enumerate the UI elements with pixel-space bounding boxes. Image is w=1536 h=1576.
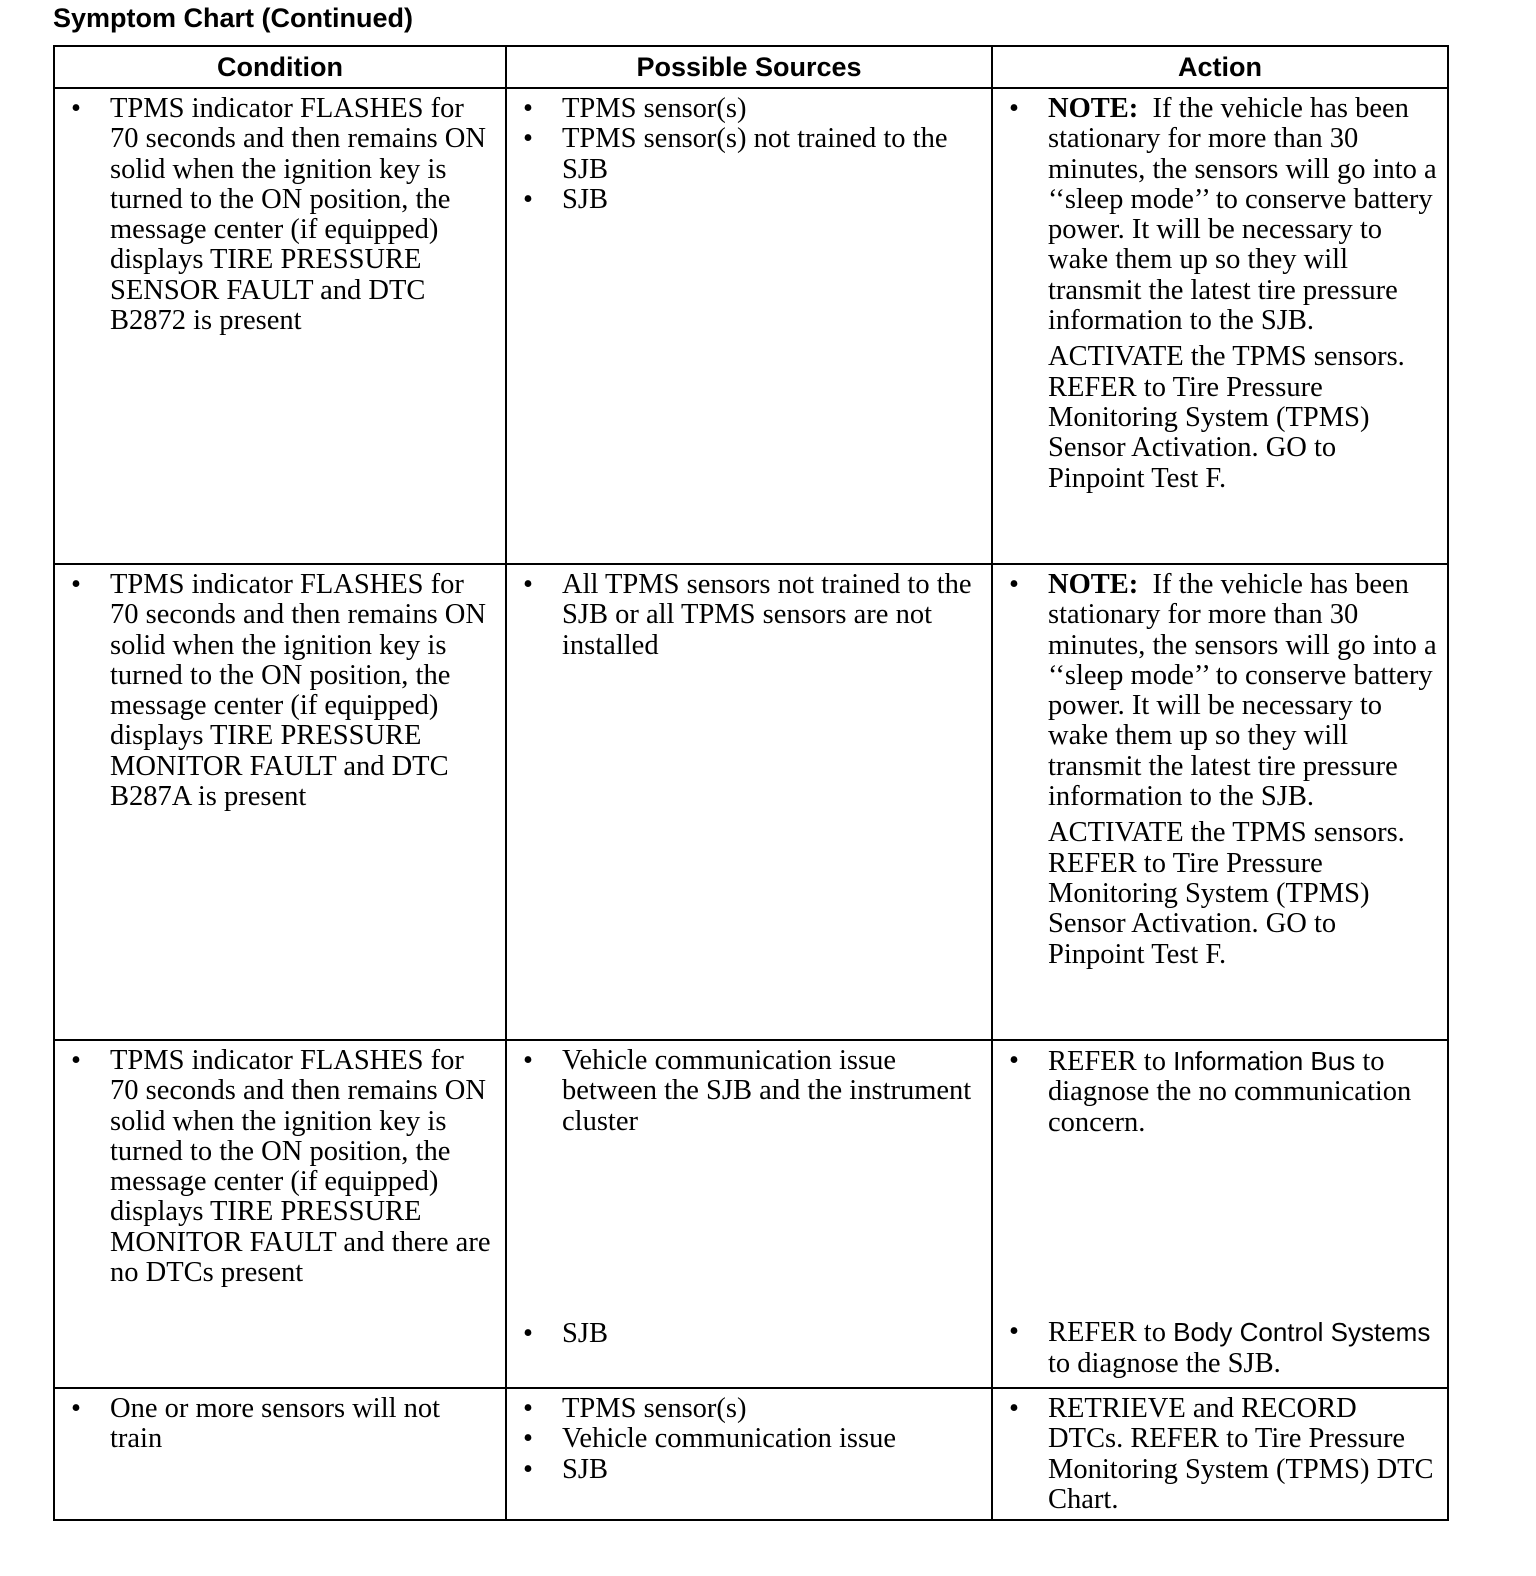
action-continuation: ACTIVATE the TPMS sensors. REFER to Tire Pressure Monitoring System (TPMS) Sensor Activation. GO to Pinpoint Test F.	[1048, 341, 1405, 494]
sources-cell	[506, 564, 992, 1040]
source-item: • TPMS sensor(s)	[562, 94, 983, 124]
action-item	[1048, 1317, 1439, 1379]
source-item: • SJB	[562, 185, 983, 215]
condition-text: • TPMS indicator FLASHES for 70 seconds and then remains ON solid when the ignition key is turned to the ON position, the message center (if equipped) displays TIRE PRESSURE MONITOR FAULT and DTC B287A is present	[110, 570, 497, 812]
source-item: • TPMS sensor(s)	[562, 1394, 983, 1424]
action-item: • RETRIEVE and RECORD DTCs. REFER to Tire Pressure Monitoring System (TPMS) DTC Chart.	[1048, 1394, 1439, 1515]
header-action: Action	[992, 46, 1448, 88]
sources-cell	[506, 1388, 992, 1520]
condition-cell	[54, 1388, 506, 1520]
condition-cell	[54, 88, 506, 564]
action-text: to diagnose the no communication concern.	[1048, 1046, 1412, 1138]
action-item	[1048, 1046, 1439, 1138]
header-row	[54, 46, 1448, 88]
sources-cell	[506, 88, 992, 564]
reference-link[interactable]: Information Bus	[1173, 1046, 1356, 1076]
header-possible-sources: Possible Sources	[506, 46, 992, 88]
action-cell	[992, 1040, 1448, 1388]
source-item: • TPMS sensor(s) not trained to the SJB	[562, 124, 983, 185]
note-text: If the vehicle has been stationary for more than 30 minutes, the sensors will go into a ‘‘sleep mode’’ to conserve battery power. It will be necessary to wake them up so they will transmit the latest tire pressure information to the SJB.	[1048, 569, 1437, 813]
table-row	[54, 1040, 1448, 1388]
source-item: • All TPMS sensors not trained to the SJB or all TPMS sensors are not installed	[562, 570, 983, 661]
note-label: NOTE:	[1048, 569, 1139, 600]
page-title: Symptom Chart (Continued)	[53, 3, 413, 33]
condition-text: • One or more sensors will not train	[110, 1394, 497, 1455]
action-note	[1048, 570, 1439, 812]
condition-text: • TPMS indicator FLASHES for 70 seconds and then remains ON solid when the ignition key is turned to the ON position, the message center (if equipped) displays TIRE PRESSURE SENSOR FAULT and DTC B2872 is present	[110, 94, 497, 336]
note-text: If the vehicle has been stationary for more than 30 minutes, the sensors will go into a ‘‘sleep mode’’ to conserve battery power. It will be necessary to wake them up so they will transmit the latest tire pressure information to the SJB.	[1048, 93, 1437, 337]
note-label: NOTE:	[1048, 93, 1139, 124]
action-cell	[992, 564, 1448, 1040]
source-item: • Vehicle communication issue between the SJB and the instrument cluster	[562, 1046, 983, 1137]
condition-cell	[54, 564, 506, 1040]
condition-cell	[54, 1040, 506, 1388]
action-text: REFER to	[1048, 1317, 1166, 1349]
symptom-chart-table	[53, 45, 1449, 1521]
action-text: to diagnose the SJB.	[1048, 1347, 1281, 1379]
condition-text: • TPMS indicator FLASHES for 70 seconds and then remains ON solid when the ignition key is turned to the ON position, the message center (if equipped) displays TIRE PRESSURE MONITOR FAULT and there are no DTCs present	[110, 1046, 497, 1288]
action-cell	[992, 1388, 1448, 1520]
source-item: • Vehicle communication issue	[562, 1424, 983, 1454]
action-note	[1048, 94, 1439, 336]
reference-link[interactable]: Body Control Systems	[1173, 1317, 1431, 1348]
sources-cell	[506, 1040, 992, 1388]
source-item: • SJB	[562, 1455, 983, 1485]
table-row	[54, 1388, 1448, 1520]
action-cell	[992, 88, 1448, 564]
header-condition: Condition	[54, 46, 506, 88]
action-continuation: ACTIVATE the TPMS sensors. REFER to Tire Pressure Monitoring System (TPMS) Sensor Activation. GO to Pinpoint Test F.	[1048, 817, 1405, 970]
source-item: • SJB	[562, 1319, 983, 1349]
table-row	[54, 564, 1448, 1040]
table-row	[54, 88, 1448, 564]
action-text: REFER to	[1048, 1046, 1166, 1077]
